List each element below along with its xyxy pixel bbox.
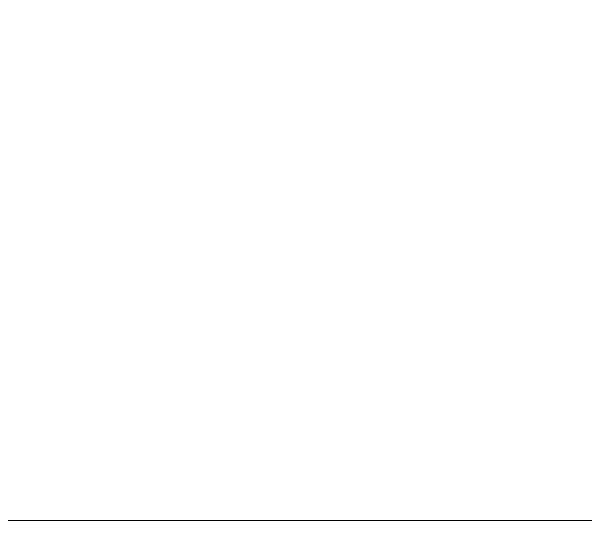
x-axis-tick-labels (287, 26, 500, 38)
figure-caption (8, 525, 16, 535)
caption-divider (8, 520, 592, 521)
